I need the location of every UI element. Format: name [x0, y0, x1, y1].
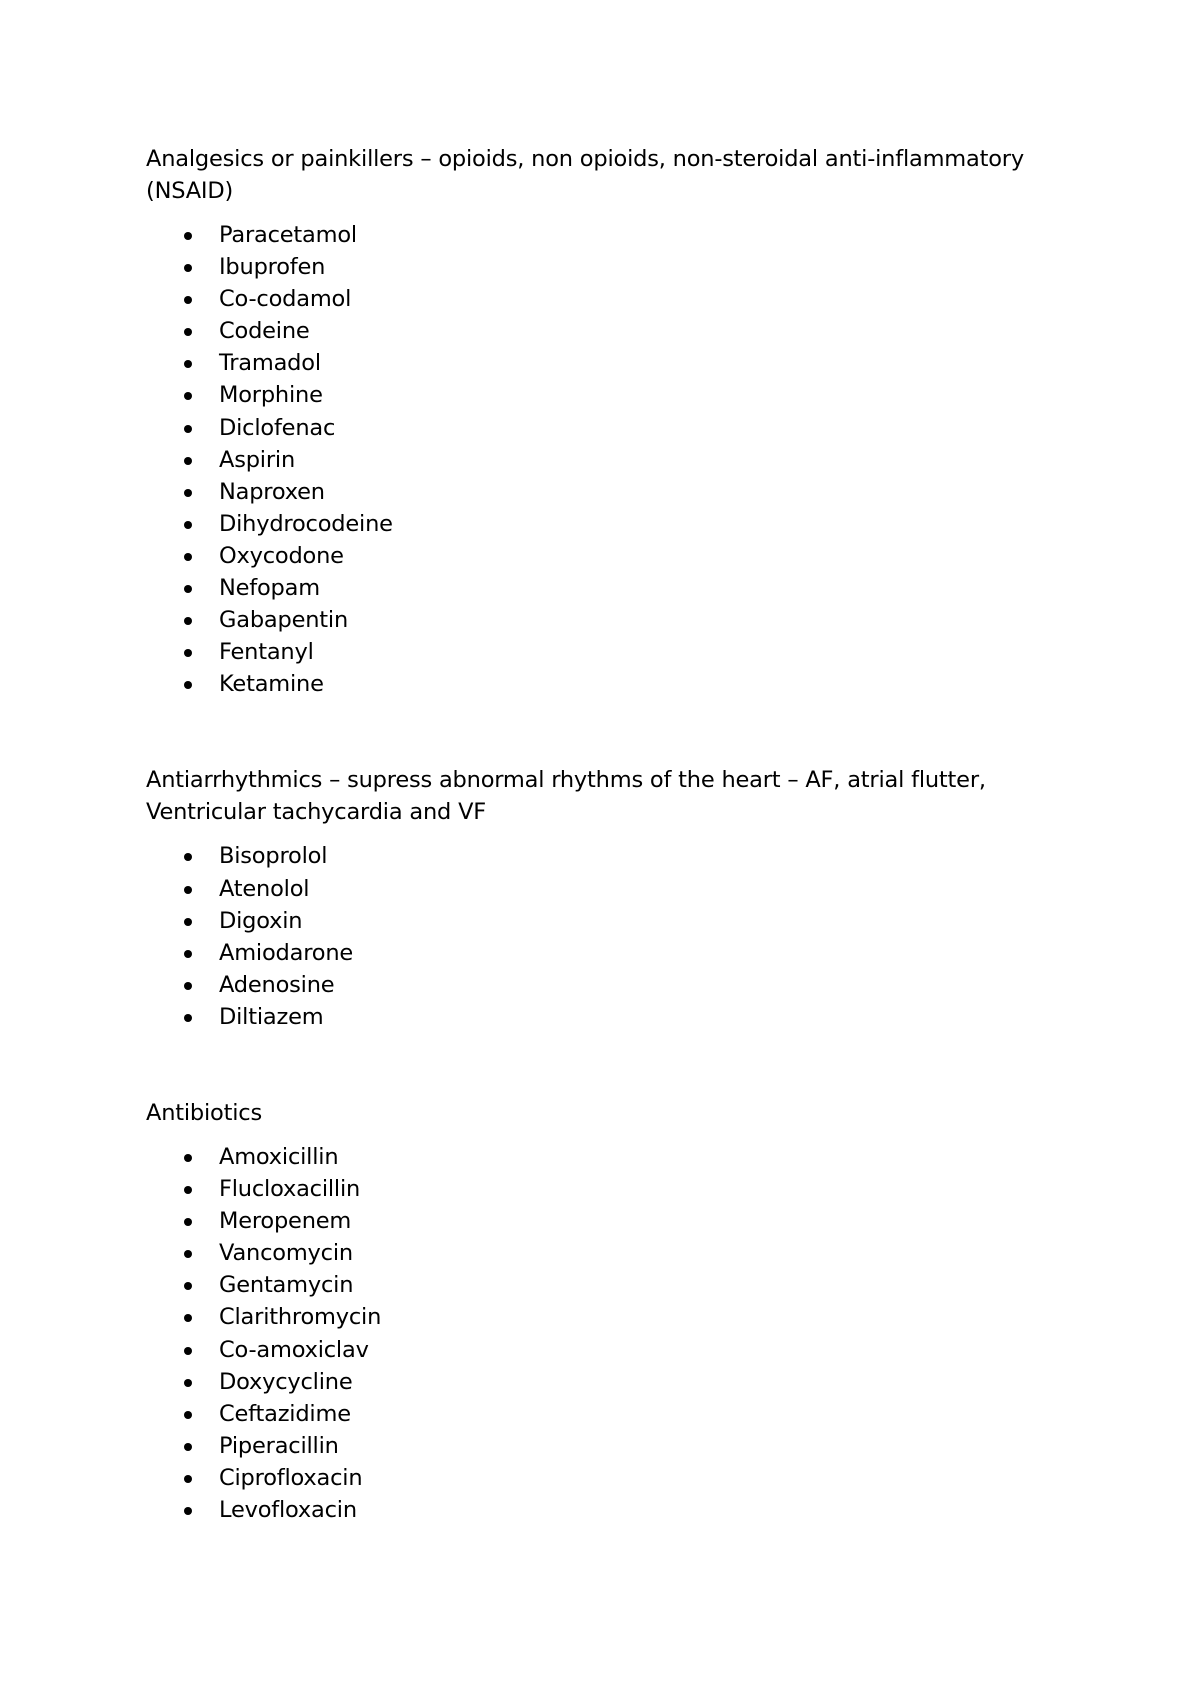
list-item: Codeine [146, 315, 1026, 347]
list-item: Ciprofloxacin [146, 1462, 1026, 1494]
list-item: Meropenem [146, 1205, 1026, 1237]
list-item: Amoxicillin [146, 1141, 1026, 1173]
list-item: Fentanyl [146, 636, 1026, 668]
list-item: Amiodarone [146, 937, 1026, 969]
bullet-list [146, 840, 1026, 1033]
list-item: Levofloxacin [146, 1494, 1026, 1526]
section-spacer [146, 700, 1026, 764]
list-item: Dihydrocodeine [146, 508, 1026, 540]
list-item: Diclofenac [146, 412, 1026, 444]
list-item: Gentamycin [146, 1269, 1026, 1301]
list-item: Piperacillin [146, 1430, 1026, 1462]
section-spacer [146, 1033, 1026, 1097]
section-antibiotics [146, 1097, 1026, 1526]
bullet-list [146, 219, 1026, 700]
section-heading: Analgesics or painkillers – opioids, non opioids, non-steroidal anti-inflammatory (NSAID) [146, 146, 1024, 204]
list-item: Nefopam [146, 572, 1026, 604]
list-item: Vancomycin [146, 1237, 1026, 1269]
list-item: Adenosine [146, 969, 1026, 1001]
list-item: Paracetamol [146, 219, 1026, 251]
section-analgesics [146, 143, 1026, 700]
list-item: Ibuprofen [146, 251, 1026, 283]
list-item: Co-codamol [146, 283, 1026, 315]
document-page [146, 143, 1026, 1526]
list-item: Naproxen [146, 476, 1026, 508]
section-antiarrhythmics [146, 764, 1026, 1033]
list-item: Oxycodone [146, 540, 1026, 572]
list-item: Co-amoxiclav [146, 1334, 1026, 1366]
list-item: Gabapentin [146, 604, 1026, 636]
list-item: Ketamine [146, 668, 1026, 700]
list-item: Aspirin [146, 444, 1026, 476]
list-item: Doxycycline [146, 1366, 1026, 1398]
list-item: Morphine [146, 379, 1026, 411]
list-item: Bisoprolol [146, 840, 1026, 872]
section-heading: Antibiotics [146, 1099, 262, 1126]
section-heading: Antiarrhythmics – supress abnormal rhythms of the heart – AF, atrial flutter, Ventricular tachycardia and VF [146, 767, 986, 826]
list-item: Ceftazidime [146, 1398, 1026, 1430]
list-item: Tramadol [146, 347, 1026, 379]
list-item: Atenolol [146, 873, 1026, 905]
list-item: Clarithromycin [146, 1301, 1026, 1333]
list-item: Diltiazem [146, 1001, 1026, 1033]
list-item: Digoxin [146, 905, 1026, 937]
list-item: Flucloxacillin [146, 1173, 1026, 1205]
bullet-list [146, 1141, 1026, 1526]
